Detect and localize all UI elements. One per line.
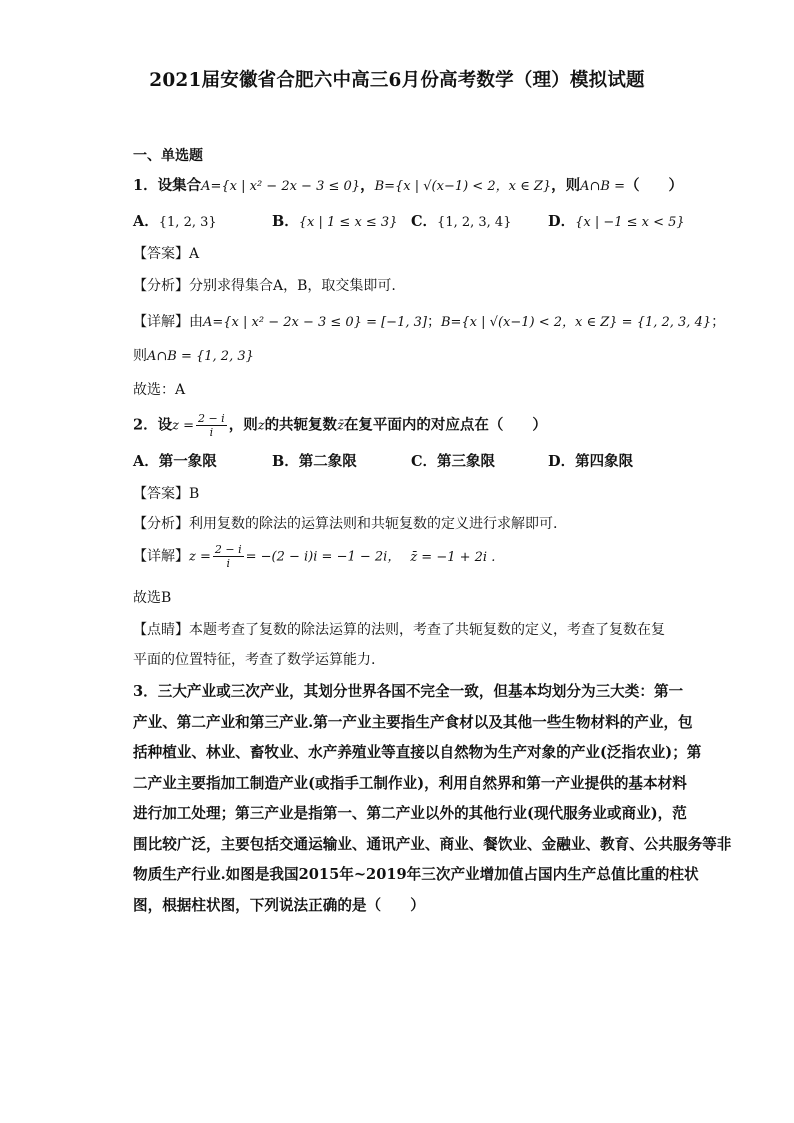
detail-tag: 【详解】 — [133, 314, 189, 330]
conclusion-text: 则 — [133, 348, 147, 364]
question-1-set-b: B={x | √(x−1) < 2，x ∈ Z} — [374, 179, 552, 194]
question-2-analysis — [133, 514, 557, 534]
answer-value: A — [189, 246, 200, 262]
detail-conjugate: z̄ = −1 + 2i . — [410, 549, 496, 565]
option-label: C． — [411, 453, 438, 470]
question-1-analysis — [133, 276, 396, 296]
question-2-stem — [133, 412, 547, 440]
question-1-paren: （ ） — [625, 177, 683, 194]
question-1-number: 1． — [133, 177, 158, 194]
question-3-line: 围比较广泛，主要包括交通运输业、通讯产业、商业、餐饮业、金融业、教育、公共服务等非 — [133, 835, 732, 853]
option-value: 第四象限 — [575, 453, 634, 470]
option-value: {1, 2, 3, 4} — [437, 215, 512, 230]
question-2-fraction — [196, 412, 227, 439]
question-1-choose: 故选：A — [133, 382, 186, 398]
detail-z: z = — [189, 549, 211, 565]
question-2-option-a — [133, 452, 217, 472]
question-1-sep: ， — [360, 177, 375, 194]
question-2-text-c: 的共轭复数 — [264, 416, 338, 434]
question-2-choose: 故选B — [133, 590, 172, 606]
analysis-tag: 【分析】 — [133, 516, 189, 532]
question-3-line: 图，根据柱状图，下列说法正确的是（ ） — [133, 896, 425, 914]
question-1-stem — [133, 176, 683, 197]
conclusion-math: A∩B = {1, 2, 3} — [147, 349, 254, 364]
question-2-z: z — [257, 418, 265, 434]
fraction-numerator: 2 − i — [197, 412, 225, 425]
option-label: D． — [548, 453, 576, 470]
section-heading: 一、单选题 — [133, 148, 203, 164]
question-2-text-a: 设 — [157, 416, 173, 434]
question-2-remark-line-2: 平面的位置特征，考查了数学运算能力. — [133, 652, 376, 668]
option-value: {x | 1 ≤ x ≤ 3} — [298, 215, 398, 230]
analysis-text: 分别求得集合A，B，取交集即可. — [189, 278, 396, 294]
detail-tag: 【详解】 — [133, 548, 189, 565]
option-label: A． — [133, 213, 159, 230]
question-1-option-b — [272, 212, 397, 233]
question-3-line: 3．三大产业或三次产业，其划分世界各国不完全一致，但基本均划分为三大类：第一 — [133, 683, 684, 700]
answer-value: B — [189, 486, 200, 502]
page-title: 2021届安徽省合肥六中高三6月份高考数学（理）模拟试题 — [149, 70, 645, 91]
question-2-answer — [133, 484, 199, 504]
detail-fraction — [213, 543, 244, 570]
fraction-numerator: 2 − i — [214, 543, 242, 556]
analysis-tag: 【分析】 — [133, 278, 189, 294]
option-value: 第三象限 — [437, 453, 496, 470]
option-label: A． — [133, 453, 159, 470]
question-1-text-a: 设集合 — [157, 177, 202, 194]
answer-tag: 【答案】 — [133, 246, 189, 262]
question-3-line: 物质生产行业.如图是我国2015年~2019年三次产业增加值占国内生产总值比重的柱状 — [133, 866, 699, 883]
question-3-line: 二产业主要指加工制造产业(或指手工制作业)，利用自然界和第一产业提供的基本材料 — [133, 774, 687, 792]
fraction-denominator: i — [226, 557, 230, 570]
detail-end: ； — [711, 314, 726, 330]
detail-math-b: B={x | √(x−1) < 2，x ∈ Z} = {1, 2, 3, 4} — [440, 315, 712, 330]
question-3-line: 进行加工处理；第三产业是指第一、第二产业以外的其他行业(现代服务业或商业)，范 — [133, 805, 687, 822]
option-value: 第一象限 — [158, 453, 217, 470]
option-label: C． — [411, 213, 438, 230]
question-3-line: 产业、第二产业和第三产业.第一产业主要指生产食材以及其他一些生物材料的产业，包 — [133, 713, 693, 731]
question-2-remark-line-1 — [133, 620, 665, 640]
question-2-detail — [133, 543, 495, 571]
remark-text: 本题考查了复数的除法运算的法则，考查了共轭复数的定义，考查了复数在复 — [189, 622, 665, 638]
analysis-text: 利用复数的除法的运算法则和共轭复数的定义进行求解即可. — [189, 516, 558, 532]
fraction-denominator: i — [209, 426, 214, 439]
question-2-option-b — [272, 452, 357, 472]
question-1-conclusion — [133, 346, 254, 367]
question-2-text-d: 在复平面内的对应点在（ ） — [343, 416, 547, 434]
question-1-text-b: ，则 — [551, 177, 581, 194]
question-1-detail — [133, 312, 725, 333]
question-2-z-bar: z̄ — [337, 418, 344, 434]
option-value: {x | −1 ≤ x < 5} — [575, 215, 685, 230]
question-2-z-eq: z = — [172, 418, 194, 434]
question-2-option-c — [411, 452, 495, 472]
remark-tag: 【点睛】 — [133, 622, 189, 638]
option-label: B． — [272, 453, 299, 470]
answer-tag: 【答案】 — [133, 486, 189, 502]
question-1-option-c — [411, 212, 511, 233]
detail-sep: ； — [426, 314, 441, 330]
question-1-expr: A∩B = — [580, 179, 625, 194]
question-3-paragraph — [133, 677, 732, 921]
option-label: D． — [548, 213, 576, 230]
question-1-option-d — [548, 212, 685, 233]
question-1-option-a — [133, 212, 217, 233]
detail-text: 由 — [189, 314, 203, 330]
option-value: {1, 2, 3} — [158, 215, 217, 230]
option-label: B． — [272, 213, 299, 230]
question-1-set-a: A={x | x² − 2x − 3 ≤ 0} — [201, 179, 361, 194]
question-3-line: 括种植业、林业、畜牧业、水产养殖业等直接以自然物为生产对象的产业(泛指农业)；第 — [133, 744, 702, 761]
detail-math-a: A={x | x² − 2x − 3 ≤ 0} = [−1, 3] — [203, 315, 427, 330]
question-2-number: 2． — [133, 416, 158, 434]
question-2-option-d — [548, 452, 633, 472]
question-1-answer — [133, 244, 199, 264]
question-2-text-b: ，则 — [228, 416, 258, 434]
option-value: 第二象限 — [298, 453, 357, 470]
detail-rest: = −(2 − i)i = −1 − 2i， — [245, 549, 401, 565]
